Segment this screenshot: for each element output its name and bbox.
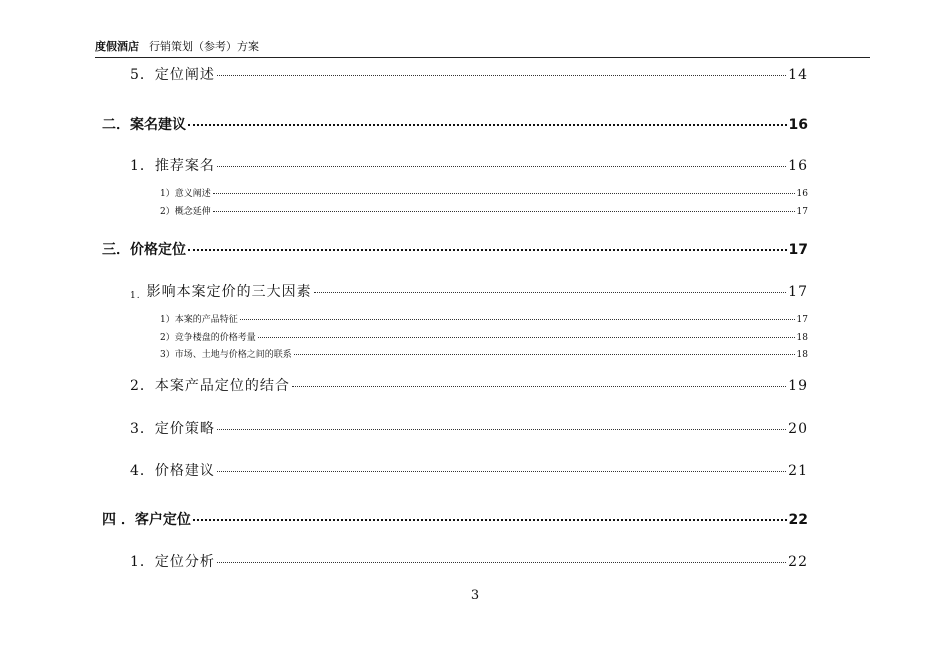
header-subtitle: 行销策划（参考）方案 [149, 40, 259, 53]
toc-entry-label: 2）概念延伸 [160, 207, 211, 217]
toc-chapter[interactable] [102, 509, 808, 529]
toc-entry-page: 19 [788, 378, 808, 394]
toc-entry[interactable] [130, 155, 808, 175]
toc-entry-page: 20 [788, 421, 808, 437]
toc-entry-label: 1）本案的产品特征 [160, 315, 238, 325]
toc-subentry[interactable] [160, 312, 808, 325]
toc-entry-page: 17 [788, 242, 808, 258]
toc-entry-page: 21 [788, 463, 808, 479]
toc-entry-page: 17 [788, 284, 808, 300]
toc-entry-label: 2）竞争楼盘的价格考量 [160, 333, 256, 343]
toc-chapter[interactable] [102, 114, 808, 134]
toc-entry-page: 22 [788, 554, 808, 570]
toc-entry-label: 1）意义阐述 [160, 189, 211, 199]
leader-dots [217, 75, 786, 76]
toc-entry[interactable] [130, 460, 808, 480]
toc-entry-label: 影响本案定价的三大因素 [146, 284, 312, 300]
toc-entry-page: 18 [796, 333, 808, 343]
toc-entry-label: 3．定价策略 [130, 421, 215, 437]
toc-entry-page: 16 [788, 158, 808, 174]
toc-entry-page: 17 [796, 315, 808, 325]
toc-entry-page: 17 [796, 207, 808, 217]
leader-dots [213, 193, 795, 194]
toc-chapter[interactable] [102, 239, 808, 259]
leader-dots [217, 471, 786, 472]
leader-dots [292, 386, 786, 387]
leader-dots [217, 562, 786, 563]
toc-subentry[interactable] [160, 330, 808, 343]
toc-subentry[interactable] [160, 347, 808, 360]
toc-entry-label: 1．推荐案名 [130, 158, 215, 174]
toc-entry-label: 四 ．客户定位 [102, 512, 191, 528]
leader-dots [294, 354, 795, 355]
toc-entry-label: 2．本案产品定位的结合 [130, 378, 290, 394]
toc-entry-label: 4．价格建议 [130, 463, 215, 479]
toc-entry-label: 1．定位分析 [130, 554, 215, 570]
leader-dots [217, 166, 786, 167]
toc-entry-label: 5．定位阐述 [130, 67, 215, 83]
leader-dots [193, 519, 787, 521]
leader-dots [188, 249, 787, 251]
page-number: 3 [470, 588, 480, 603]
toc-entry-label: 三．价格定位 [102, 242, 186, 258]
toc-entry[interactable] [130, 551, 808, 571]
toc-entry-number: 1. [130, 291, 141, 301]
toc-entry[interactable] [130, 64, 808, 84]
toc-entry-label: 3）市场、土地与价格之间的联系 [160, 350, 292, 360]
toc-entry[interactable] [130, 418, 808, 438]
toc-entry-label: 二．案名建议 [102, 117, 186, 133]
header-brand: 度假酒店 [95, 40, 139, 53]
leader-dots [213, 211, 795, 212]
toc-entry[interactable] [130, 375, 808, 395]
toc-subentry[interactable] [160, 204, 808, 217]
leader-dots [217, 429, 786, 430]
toc-subentry[interactable] [160, 186, 808, 199]
toc-entry-page: 18 [796, 350, 808, 360]
toc-entry-page: 14 [788, 67, 808, 83]
leader-dots [258, 337, 795, 338]
toc-entry[interactable] [130, 281, 808, 301]
toc-entry-page: 16 [796, 189, 808, 199]
toc-entry-page: 16 [788, 117, 808, 133]
leader-dots [240, 319, 795, 320]
leader-dots [314, 292, 787, 293]
toc-entry-page: 22 [788, 512, 808, 528]
leader-dots [188, 124, 787, 126]
